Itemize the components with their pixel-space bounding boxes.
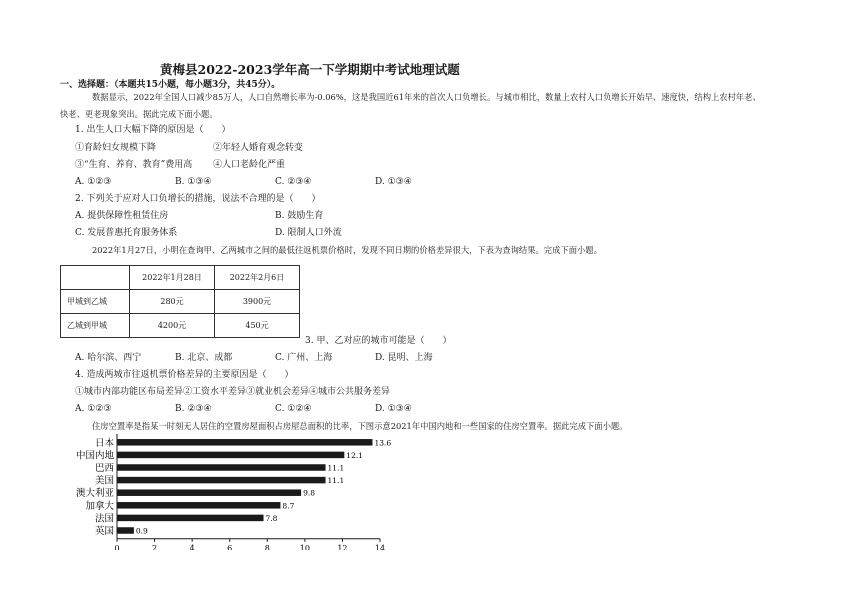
category-label: 加拿大 — [85, 500, 114, 512]
passage3: 住房空置率是指某一时刻无人居住的空置房屋面积占房屋总面积的比率，下图示意2021年中国内地和一些国家的住房空置率。据此完成下面小题。 — [92, 421, 628, 431]
table-cell: 3900元 — [215, 290, 300, 314]
q1-statement-2: ②年轻人婚育观念转变 — [213, 143, 304, 153]
passage2: 2022年1月27日，小明在查询甲、乙两城市之间的最低往返机票价格时，发现不同日期的价格差异很大，下表为查询结果。完成下面小题。 — [92, 245, 602, 255]
q3-stem: 3. 甲、乙对应的城市可能是（ ） — [305, 336, 452, 346]
category-label: 中国内地 — [75, 450, 114, 462]
q1-option-c[interactable]: C. ②③④ — [275, 177, 312, 187]
x-tick-label: 2 — [152, 543, 158, 550]
q2-option-a[interactable]: A. 提供保障性租赁住房 — [75, 211, 169, 221]
table-header-cell: 2022年2月6日 — [215, 266, 300, 290]
table-row — [61, 290, 300, 314]
passage1-line1: 数据显示，2022年全国人口减少85万人，人口自然增长率为-0.06%，这是我国近61年来的首次人口负增长。与城市相比，数量上农村人口负增长开始早、速度快，结构上农村年老、 — [92, 92, 761, 102]
category-label: 日本 — [94, 437, 114, 449]
passage1-line2: 快老、更老现象突出。据此完成下面小题。 — [60, 109, 218, 119]
q4-option-d[interactable]: D. ①③④ — [375, 404, 412, 414]
table-row — [61, 314, 300, 338]
page-title: 黄梅县2022-2023学年高一下学期期中考试地理试题 — [160, 62, 460, 77]
q3-option-a[interactable]: A. 哈尔滨、西宁 — [75, 353, 142, 363]
q3-option-d[interactable]: D. 昆明、上海 — [375, 353, 433, 363]
table-cell: 4200元 — [130, 314, 215, 338]
table-cell: 乙城到甲城 — [61, 314, 130, 338]
table-header-cell — [61, 266, 130, 290]
q2-stem: 2. 下列关于应对人口负增长的措施，说法不合理的是（ ） — [75, 194, 321, 204]
q2-option-b[interactable]: B. 鼓励生育 — [275, 211, 324, 221]
q4-option-a[interactable]: A. ①②③ — [75, 404, 112, 414]
bar — [117, 452, 344, 459]
q1-option-b[interactable]: B. ①③④ — [175, 177, 212, 187]
category-label: 英国 — [94, 526, 114, 537]
table-header-cell: 2022年1月28日 — [130, 266, 215, 290]
q4-option-c[interactable]: C. ①②④ — [275, 404, 312, 414]
q3-option-b[interactable]: B. 北京、成都 — [175, 353, 233, 363]
category-label: 美国 — [94, 475, 114, 487]
q4-statements: ①城市内部功能区布局差异②工资水平差异③就业机会差异④城市公共服务差异 — [75, 387, 391, 397]
x-tick-label: 14 — [374, 543, 386, 550]
q1-statement-1: ①育龄妇女规模下降 — [75, 143, 157, 153]
table-cell: 450元 — [215, 314, 300, 338]
data-label: 8.7 — [282, 501, 295, 511]
table-cell: 280元 — [130, 290, 215, 314]
x-tick-label: 8 — [264, 543, 270, 550]
q1-option-a[interactable]: A. ①②③ — [75, 177, 112, 187]
data-label: 9.8 — [303, 488, 316, 498]
data-label: 0.9 — [135, 526, 148, 536]
section-heading: 一、选择题：（本题共15小题，每小题3分，共45分）。 — [60, 80, 281, 90]
data-label: 12.1 — [346, 450, 364, 460]
x-tick-label: 6 — [227, 543, 233, 550]
bar — [117, 489, 301, 496]
q4-stem: 4. 造成两城市往返机票价格差异的主要原因是（ ） — [75, 370, 294, 380]
x-tick-label: 12 — [337, 543, 348, 550]
vacancy-rate-chart — [60, 430, 400, 550]
data-label: 11.1 — [327, 476, 345, 486]
category-label: 法国 — [94, 513, 114, 525]
data-label: 11.1 — [327, 463, 345, 473]
q2-option-d[interactable]: D. 限制人口外流 — [275, 228, 342, 238]
q4-option-b[interactable]: B. ②③④ — [175, 404, 212, 414]
bar — [117, 464, 326, 471]
airfare-table — [60, 265, 300, 338]
bar — [117, 502, 280, 509]
bar — [117, 439, 372, 446]
category-label: 澳大利亚 — [75, 488, 114, 500]
x-tick-label: 4 — [189, 543, 195, 550]
q1-statement-4: ④人口老龄化严重 — [213, 160, 286, 170]
q1-option-d[interactable]: D. ①③④ — [375, 177, 412, 187]
x-tick-label: 0 — [114, 543, 120, 550]
table-cell: 甲城到乙城 — [61, 290, 130, 314]
q1-statement-3: ③“生育、养育、教育”费用高 — [75, 160, 193, 170]
data-label: 13.6 — [374, 438, 392, 448]
q3-option-c[interactable]: C. 广州、上海 — [275, 353, 333, 363]
x-tick-label: 10 — [299, 543, 310, 550]
table-header-row — [61, 266, 300, 290]
category-label: 巴西 — [94, 463, 114, 474]
bar — [117, 477, 326, 484]
q2-option-c[interactable]: C. 发展普惠托育服务体系 — [75, 228, 178, 238]
bar — [117, 527, 134, 534]
bar — [117, 515, 264, 522]
data-label: 7.8 — [265, 513, 278, 523]
q1-stem: 1. 出生人口大幅下降的原因是（ ） — [75, 125, 231, 135]
